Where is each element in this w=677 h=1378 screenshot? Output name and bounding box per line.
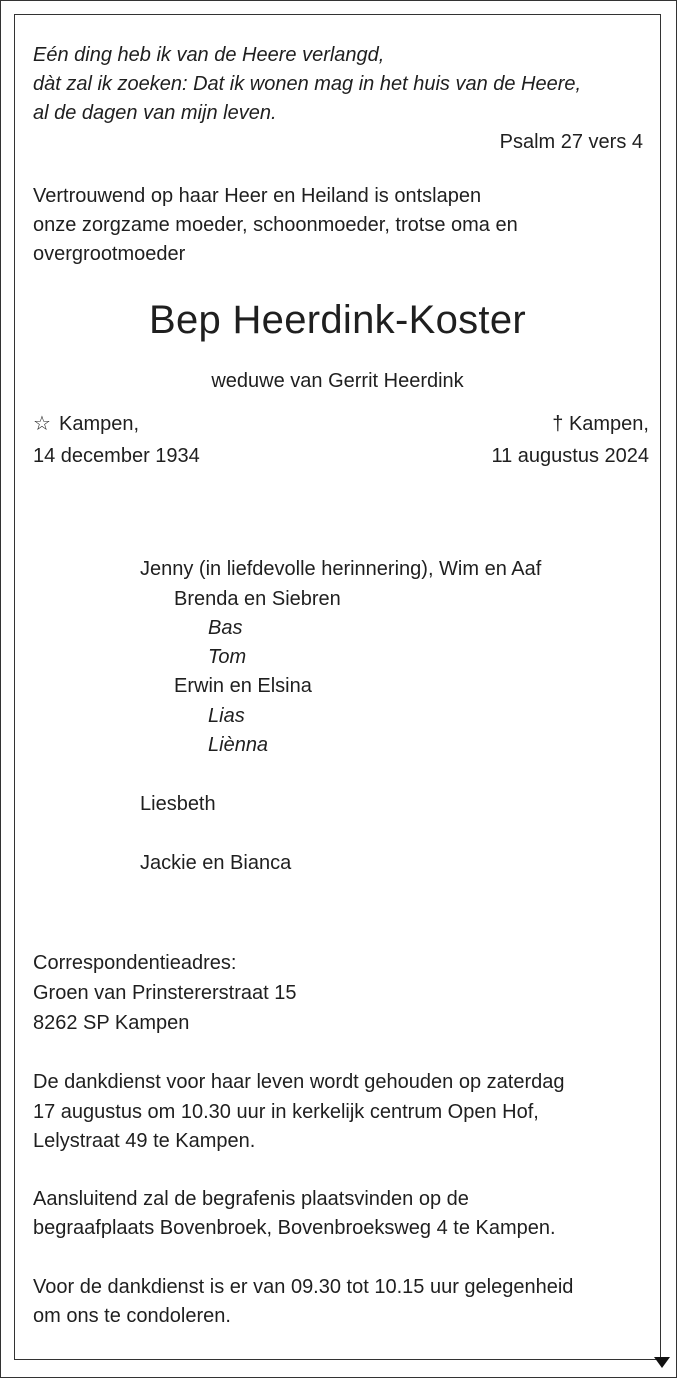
family-line: Liènna <box>208 734 269 756</box>
service-line: 17 augustus om 10.30 uur in kerkelijk centrum Open Hof, <box>33 1101 539 1123</box>
condolence-line: om ons te condoleren. <box>33 1305 231 1327</box>
intro-line: overgrootmoeder <box>33 243 186 265</box>
family-line: Brenda en Siebren <box>174 588 341 610</box>
intro-line: Vertrouwend op haar Heer en Heiland is ontslapen <box>33 185 482 207</box>
address-city: 8262 SP Kampen <box>33 1012 190 1034</box>
death-place-text: Kampen, <box>568 413 649 435</box>
verse-line: dàt zal ik zoeken: Dat ik wonen mag in het huis van de Heere, <box>33 73 582 95</box>
continue-arrow-icon <box>654 1357 670 1368</box>
death-place <box>552 410 649 439</box>
spouse-line: weduwe van Gerrit Heerdink <box>211 370 464 392</box>
verse-reference: Psalm 27 vers 4 <box>499 131 643 153</box>
family-line: Liesbeth <box>140 793 216 815</box>
star-icon: ☆ <box>33 413 51 435</box>
address-street: Groen van Prinstererstraat 15 <box>33 982 297 1004</box>
cross-icon: † <box>552 413 564 435</box>
family-line: Lias <box>208 705 245 727</box>
burial-line: begraafplaats Bovenbroek, Bovenbroeksweg 4 te Kampen. <box>33 1217 556 1239</box>
condolence-line: Voor de dankdienst is er van 09.30 tot 10.15 uur gelegenheid <box>33 1276 574 1298</box>
verse-line: Eén ding heb ik van de Heere verlangd, <box>33 44 385 66</box>
birth-place <box>33 410 139 439</box>
intro-line: onze zorgzame moeder, schoonmoeder, trotse oma en <box>33 214 518 236</box>
verse-line: al de dagen van mijn leven. <box>33 102 277 124</box>
family-line: Jenny (in liefdevolle herinnering), Wim en Aaf <box>140 558 542 580</box>
family-line: Tom <box>208 646 247 668</box>
address-label: Correspondentieadres: <box>33 952 237 974</box>
family-line: Erwin en Elsina <box>174 675 312 697</box>
family-line: Jackie en Bianca <box>140 852 292 874</box>
death-date: 11 augustus 2024 <box>491 445 649 467</box>
birth-place-text: Kampen, <box>59 413 140 435</box>
deceased-name: Bep Heerdink-Koster <box>149 298 526 342</box>
family-line: Bas <box>208 617 243 639</box>
service-line: De dankdienst voor haar leven wordt gehouden op zaterdag <box>33 1071 565 1093</box>
birth-date: 14 december 1934 <box>33 445 200 467</box>
service-line: Lelystraat 49 te Kampen. <box>33 1130 256 1152</box>
burial-line: Aansluitend zal de begrafenis plaatsvinden op de <box>33 1188 469 1210</box>
